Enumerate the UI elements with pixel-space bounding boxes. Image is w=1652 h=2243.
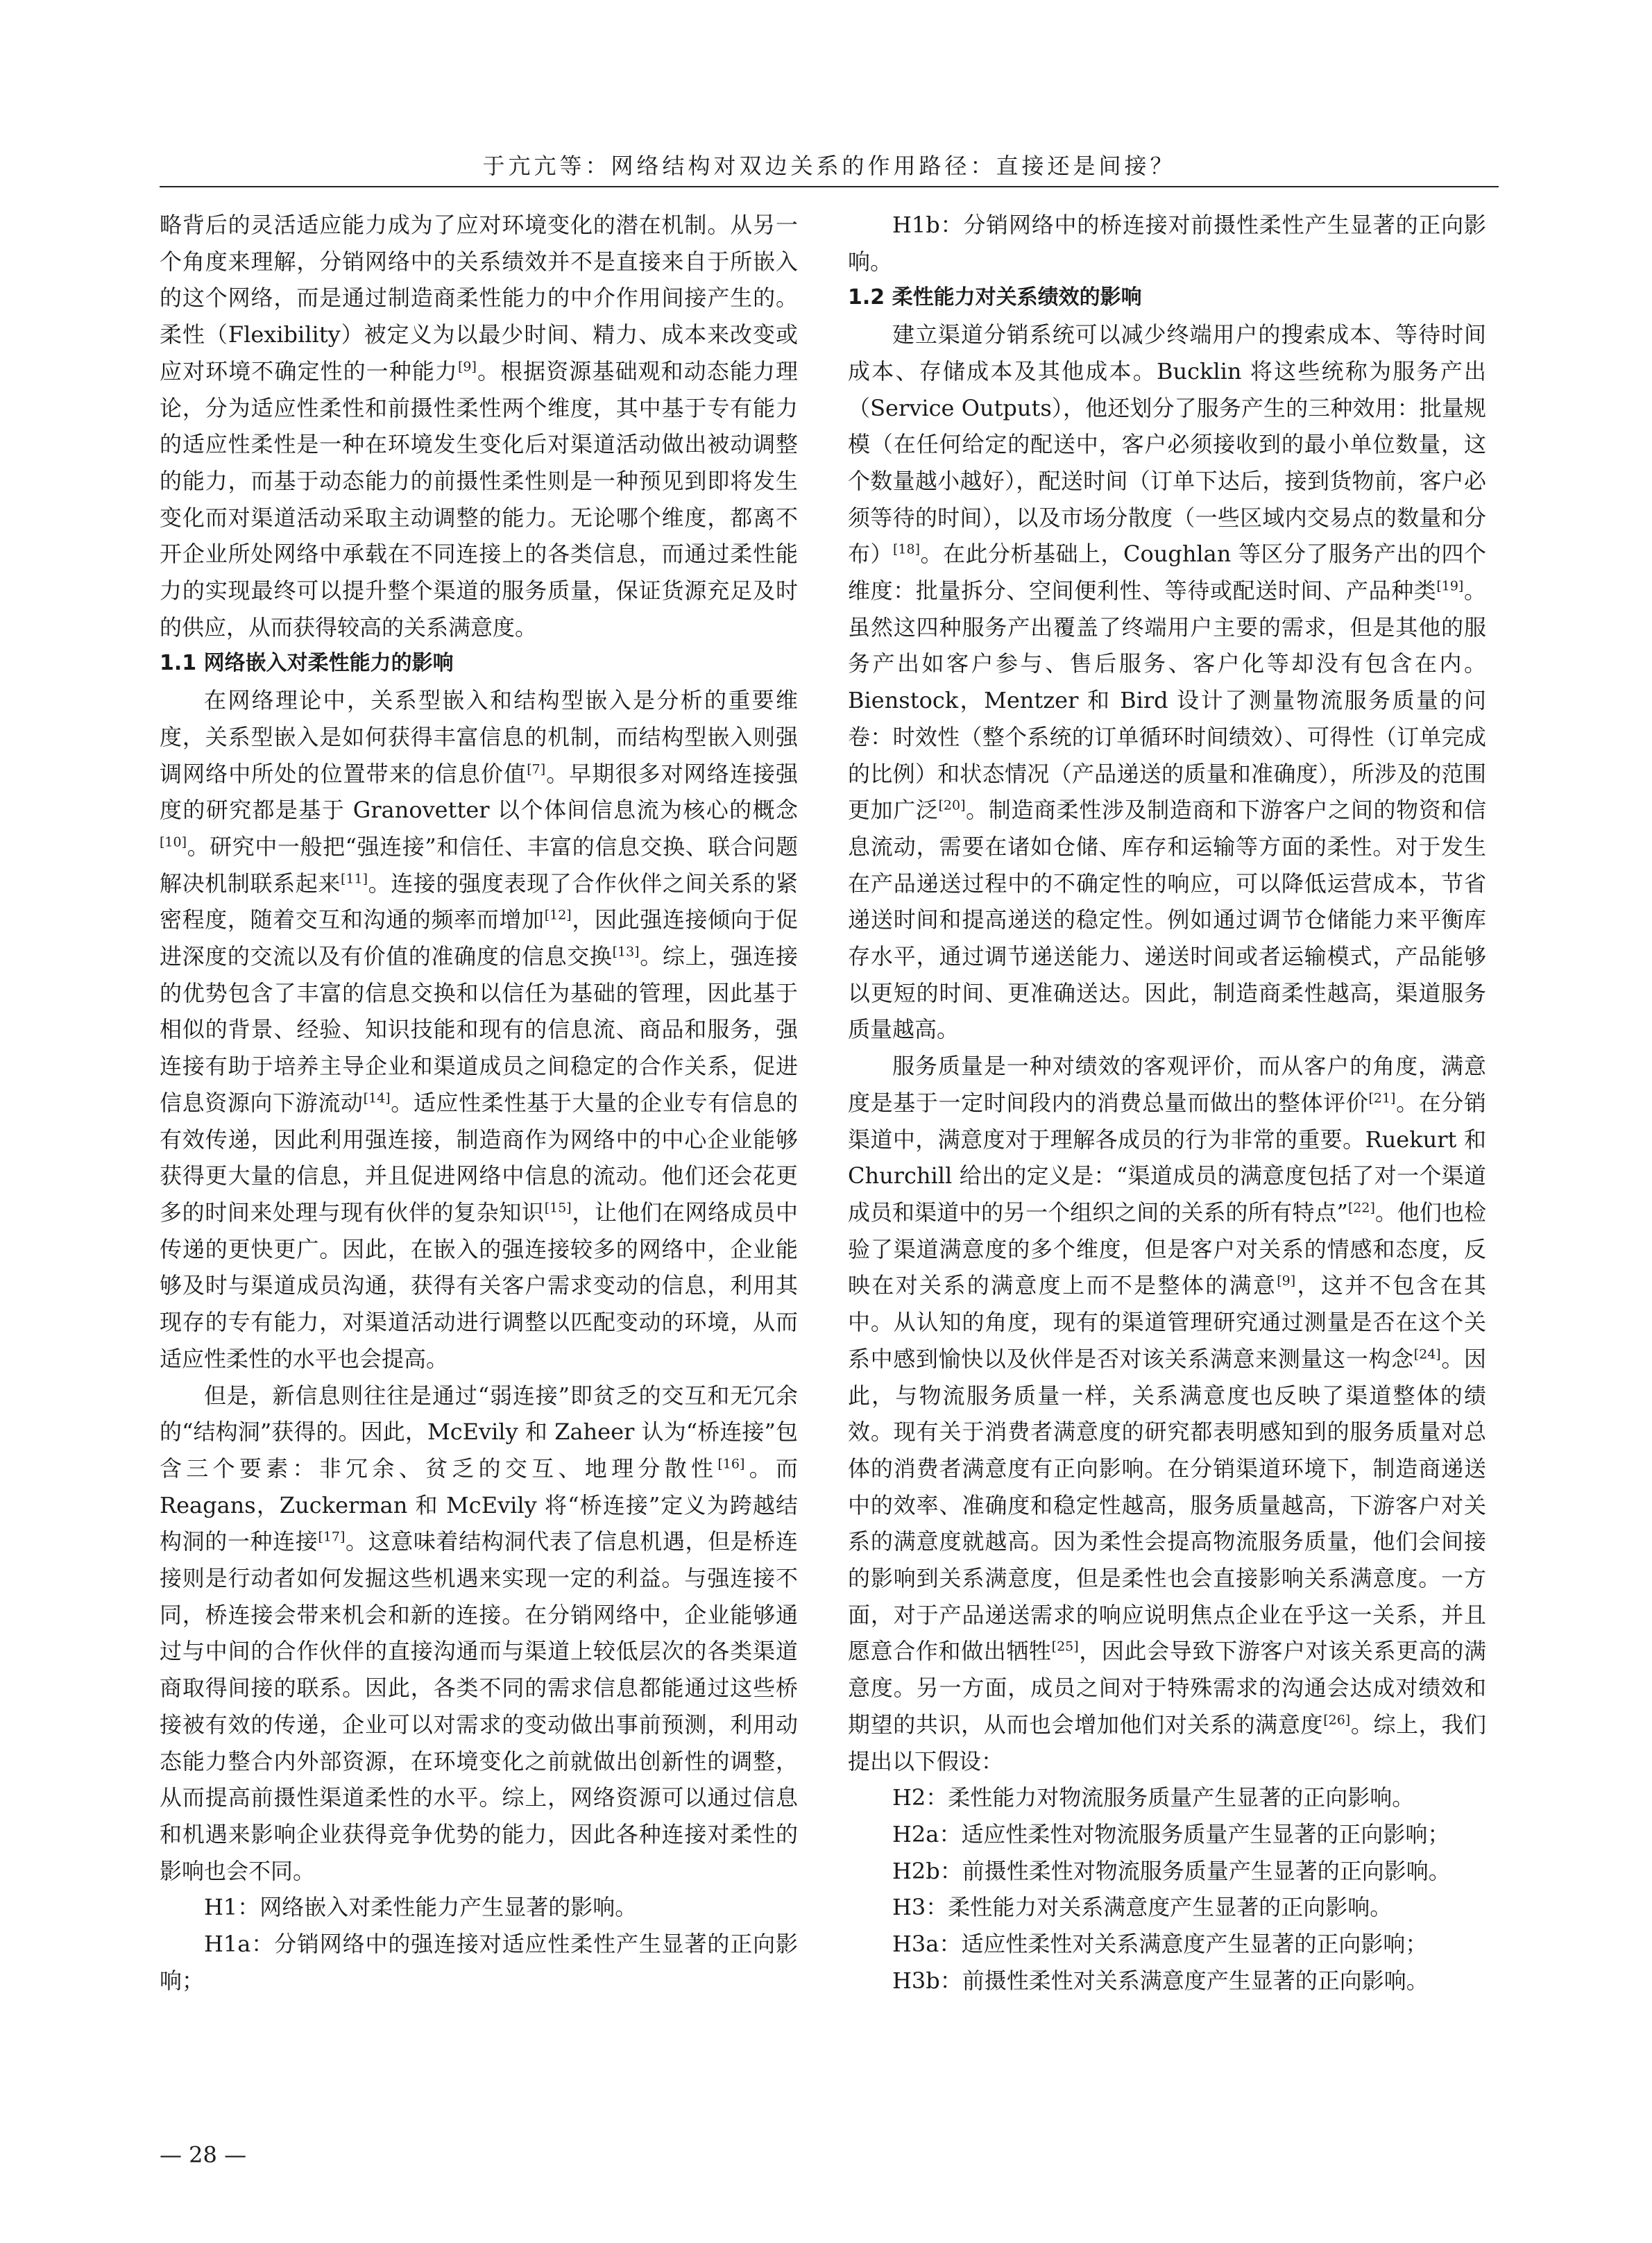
section-heading-1-1: 1.1 网络嵌入对柔性能力的影响 xyxy=(160,651,454,676)
citation-ref: [16] xyxy=(717,1456,745,1472)
hypothesis-h1: H1：网络嵌入对柔性能力产生显著的影响。 xyxy=(204,1894,638,1921)
citation-ref: [18] xyxy=(893,541,921,557)
page-number: — 28 — xyxy=(160,2142,247,2168)
hypothesis-h1a: H1a：分销网络中的强连接对适应性柔性产生显著的正向影响； xyxy=(160,1931,798,1994)
hypothesis-h3b: H3b：前摄性柔性对关系满意度产生显著的正向影响。 xyxy=(892,1967,1429,1994)
paragraph: 略背后的灵活适应能力成为了应对环境变化的潜在机制。从另一个角度来理解，分销网络中的关系绩效并不是直接来自于所嵌入的这个网络，而是通过制造商柔性能力的中介作用间接产生的。柔性（Flexibility）被定义为以最少时间、精力、成本来改变或应对环境不确定性的一种能力[9]。根据资源基础观和动态能力理论，分为适应性柔性和前摄性柔性两个维度，其中基于专有能力的适应性柔性是一种在环境发生变化后对渠道活动做出被动调整的能力，而基于动态能力的前摄性柔性则是一种预见到即将发生变化而对渠道活动采取主动调整的能力。无论哪个维度，都离不开企业所处网络中承载在不同连接上的各类信息，而通过柔性能力的实现最终可以提升整个渠道的服务质量，保证货源充足及时的供应，从而获得较高的关系满意度。 xyxy=(160,212,798,641)
left-column xyxy=(160,207,798,1999)
citation-ref: [24] xyxy=(1413,1346,1441,1362)
citation-ref: [20] xyxy=(938,797,966,813)
citation-ref: [25] xyxy=(1051,1639,1079,1654)
citation-ref: [12] xyxy=(544,907,572,923)
hypothesis-list xyxy=(848,1779,1486,1999)
paragraph: 服务质量是一种对绩效的客观评价，而从客户的角度，满意度是基于一定时间段内的消费总量而做出的整体评价[21]。在分销渠道中，满意度对于理解各成员的行为非常的重要。Ruekurt 和 Churchill 给出的定义是：“渠道成员的满意度包括了对一个渠道成员和渠道中的另一个组织之间的关系的所有特点”[22]。他们也检验了渠道满意度的多个维度，但是客户对关系的情感和态度，反映在对关系的满意度上而不是整体的满意[9]，这并不包含在其中。从认知的角度，现有的渠道管理研究通过测量是否在这个关系中感到愉快以及伙伴是否对该关系满意来测量这一构念[24]。因此，与物流服务质量一样，关系满意度也反映了渠道整体的绩效。现有关于消费者满意度的研究都表明感知到的服务质量对总体的消费者满意度有正向影响。在分销渠道环境下，制造商递送中的效率、准确度和稳定性越高，服务质量越高，下游客户对关系的满意度就越高。因为柔性会提高物流服务质量，他们会间接的影响到关系满意度，但是柔性也会直接影响关系满意度。一方面，对于产品递送需求的响应说明焦点企业在乎这一关系，并且愿意合作和做出牺牲[25]，因此会导致下游客户对该关系更高的满意度。另一方面，成员之间对于特殊需求的沟通会达成对绩效和期望的共识，从而也会增加他们对关系的满意度[26]。综上，我们提出以下假设： xyxy=(848,1053,1486,1775)
citation-ref: [22] xyxy=(1347,1200,1375,1216)
paragraph: 但是，新信息则往往是通过“弱连接”即贫乏的交互和无冗余的“结构洞”获得的。因此，McEvily 和 Zaheer 认为“桥连接”包含三个要素：非冗余、贫乏的交互、地理分散性[16]。而 Reagans，Zuckerman 和 McEvily 将“桥连接”定义为跨越结构洞的一种连接[17]。这意味着结构洞代表了信息机遇，但是桥连接则是行动者如何发掘这些机遇来实现一定的利益。与强连接不同，桥连接会带来机会和新的连接。在分销网络中，企业能够通过与中间的合作伙伴的直接沟通而与渠道上较低层次的各类渠道商取得间接的联系。因此，各类不同的需求信息都能通过这些桥接被有效的传递，企业可以对需求的变动做出事前预测，利用动态能力整合内外部资源，在环境变化之前就做出创新性的调整，从而提高前摄性渠道柔性的水平。综上，网络资源可以通过信息和机遇来影响企业获得竞争优势的能力，因此各种连接对柔性的影响也会不同。 xyxy=(160,1382,798,1884)
citation-ref: [9] xyxy=(458,359,477,375)
hypothesis-h2: H2：柔性能力对物流服务质量产生显著的正向影响。 xyxy=(892,1784,1415,1811)
citation-ref: [21] xyxy=(1368,1090,1396,1106)
citation-ref: [13] xyxy=(612,944,640,960)
hypothesis-h2b: H2b：前摄性柔性对物流服务质量产生显著的正向影响。 xyxy=(892,1857,1451,1884)
citation-ref: [15] xyxy=(544,1200,572,1216)
citation-ref: [19] xyxy=(1436,578,1464,594)
citation-ref: [17] xyxy=(318,1529,346,1545)
citation-ref: [26] xyxy=(1323,1712,1351,1728)
right-column xyxy=(848,207,1486,1999)
section-heading-1-2: 1.2 柔性能力对关系绩效的影响 xyxy=(848,285,1142,310)
hypothesis-h3a: H3a：适应性柔性对关系满意度产生显著的正向影响； xyxy=(892,1931,1428,1958)
hypothesis-h2a: H2a：适应性柔性对物流服务质量产生显著的正向影响； xyxy=(892,1820,1450,1847)
hypothesis-h1b: H1b：分销网络中的桥连接对前摄性柔性产生显著的正向影响。 xyxy=(848,212,1486,275)
hypothesis-h3: H3：柔性能力对关系满意度产生显著的正向影响。 xyxy=(892,1894,1393,1921)
running-header: 于亢亢等：网络结构对双边关系的作用路径：直接还是间接？ xyxy=(482,153,1176,179)
citation-ref: [14] xyxy=(363,1090,391,1106)
paragraph: 建立渠道分销系统可以减少终端用户的搜索成本、等待时间成本、存储成本及其他成本。Bucklin 将这些统称为服务产出（Service Outputs），他还划分了服务产生的三种效用：批量规模（在任何给定的配送中，客户必须接收到的最小单位数量，这个数量越小越好），配送时间（订单下达后，接到货物前，客户必须等待的时间），以及市场分散度（一些区域内交易点的数量和分布）[18]。在此分析基础上，Coughlan 等区分了服务产出的四个维度：批量拆分、空间便利性、等待或配送时间、产品种类[19]。虽然这四种服务产出覆盖了终端用户主要的需求，但是其他的服务产出如客户参与、售后服务、客户化等却没有包含在内。Bienstock，Mentzer 和 Bird 设计了测量物流服务质量的问卷：时效性（整个系统的订单循环时间绩效）、可得性（订单完成的比例）和状态情况（产品递送的质量和准确度），所涉及的范围更加广泛[20]。制造商柔性涉及制造商和下游客户之间的物资和信息流动，需要在诸如仓储、库存和运输等方面的柔性。对于发生在产品递送过程中的不确定性的响应，可以降低运营成本，节省递送时间和提高递送的稳定性。例如通过调节仓储能力来平衡库存水平，通过调节递送能力、递送时间或者运输模式，产品能够以更短的时间、更准确送达。因此，制造商柔性越高，渠道服务质量越高。 xyxy=(848,321,1486,1043)
header-rule xyxy=(160,186,1499,187)
paragraph: 在网络理论中，关系型嵌入和结构型嵌入是分析的重要维度，关系型嵌入是如何获得丰富信息的机制，而结构型嵌入则强调网络中所处的位置带来的信息价值[7]。早期很多对网络连接强度的研究都是基于 Granovetter 以个体间信息流为核心的概念[10]。研究中一般把“强连接”和信任、丰富的信息交换、联合问题解决机制联系起来[11]。连接的强度表现了合作伙伴之间关系的紧密程度，随着交互和沟通的频率而增加[12]，因此强连接倾向于促进深度的交流以及有价值的准确度的信息交换[13]。综上，强连接的优势包含了丰富的信息交换和以信任为基础的管理，因此基于相似的背景、经验、知识技能和现有的信息流、商品和服务，强连接有助于培养主导企业和渠道成员之间稳定的合作关系，促进信息资源向下游流动[14]。适应性柔性基于大量的企业专有信息的有效传递，因此利用强连接，制造商作为网络中的中心企业能够获得更大量的信息，并且促进网络中信息的流动。他们还会花更多的时间来处理与现有伙伴的复杂知识[15]，让他们在网络成员中传递的更快更广。因此，在嵌入的强连接较多的网络中，企业能够及时与渠道成员沟通，获得有关客户需求变动的信息，利用其现存的专有能力，对渠道活动进行调整以匹配变动的环境，从而适应性柔性的水平也会提高。 xyxy=(160,687,798,1372)
citation-ref: [10] xyxy=(160,834,187,850)
citation-ref: [9] xyxy=(1277,1273,1296,1289)
citation-ref: [11] xyxy=(341,871,368,886)
citation-ref: [7] xyxy=(527,761,546,777)
